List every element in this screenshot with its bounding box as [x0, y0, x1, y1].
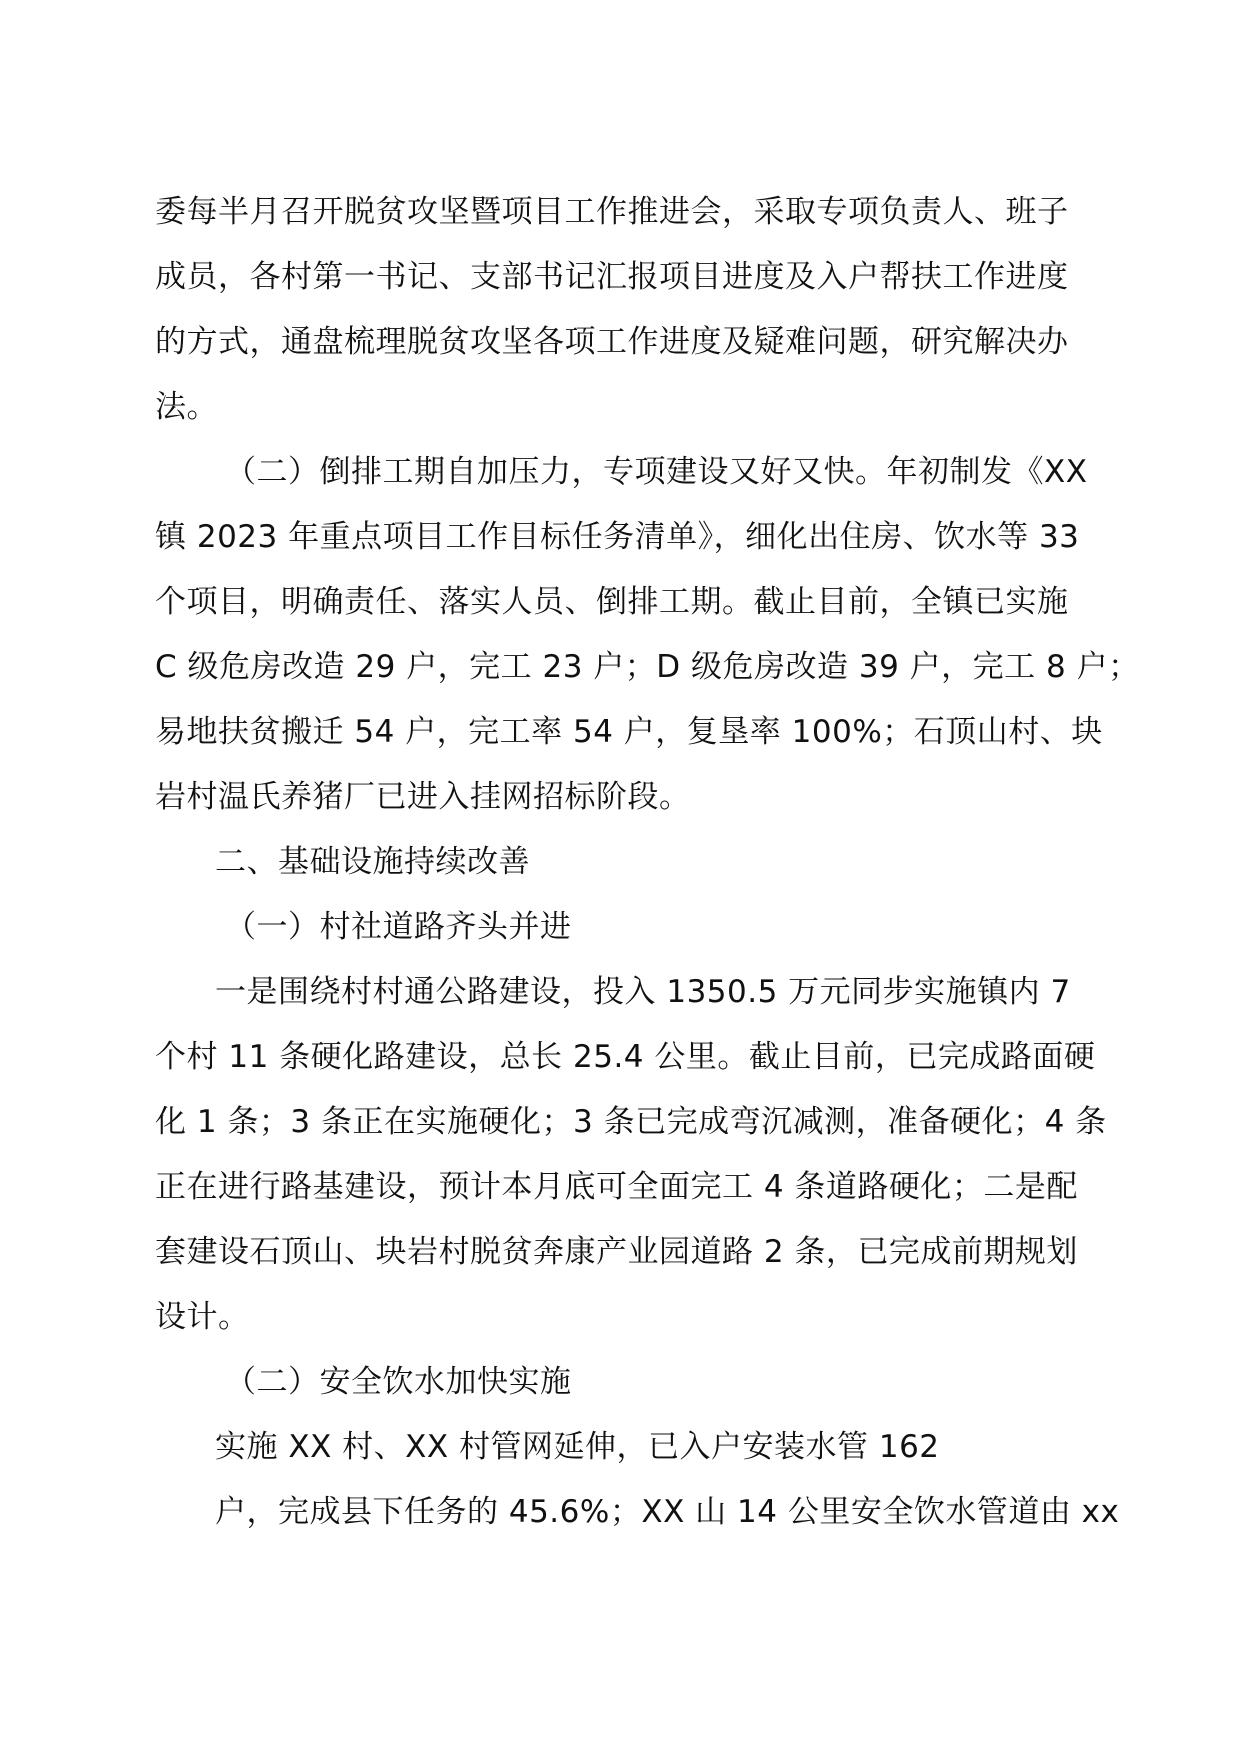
subsection-heading: （二）安全饮水加快实施	[225, 1364, 572, 1400]
paragraph-line: 个村 11 条硬化路建设，总长 25.4 公里。截止目前，已完成路面硬	[155, 1039, 1096, 1075]
paragraph-line: C 级危房改造 29 户，完工 23 户；D 级危房改造 39 户，完工 8 户；	[155, 649, 1140, 685]
section-heading: 二、基础设施持续改善	[215, 844, 530, 880]
paragraph-line: 委每半月召开脱贫攻坚暨项目工作推进会，采取专项负责人、班子	[155, 194, 1069, 230]
paragraph-line: 的方式，通盘梳理脱贫攻坚各项工作进度及疑难问题，研究解决办	[155, 324, 1069, 360]
paragraph-line: 户，完成县下任务的 45.6%；XX 山 14 公里安全饮水管道由 xx	[215, 1494, 1120, 1530]
paragraph-line: （二）倒排工期自加压力，专项建设又好又快。年初制发《XX	[225, 454, 1088, 490]
paragraph-line: 正在进行路基建设，预计本月底可全面完工 4 条道路硬化；二是配	[155, 1169, 1078, 1205]
paragraph-line: 镇 2023 年重点项目工作目标任务清单》，细化出住房、饮水等 33	[155, 519, 1080, 555]
subsection-heading: （一）村社道路齐头并进	[225, 909, 572, 945]
paragraph-line: 法。	[155, 389, 218, 425]
paragraph-line: 个项目，明确责任、落实人员、倒排工期。截止目前，全镇已实施	[155, 584, 1069, 620]
paragraph-line: 套建设石顶山、块岩村脱贫奔康产业园道路 2 条，已完成前期规划	[155, 1234, 1078, 1270]
paragraph-line: 易地扶贫搬迁 54 户，完工率 54 户，复垦率 100%；石顶山村、块	[155, 714, 1103, 750]
paragraph-line: 岩村温氏养猪厂已进入挂网招标阶段。	[155, 779, 691, 815]
paragraph-line: 化 1 条；3 条正在实施硬化；3 条已完成弯沉减测，准备硬化；4 条	[155, 1104, 1107, 1140]
paragraph-line: 实施 XX 村、XX 村管网延伸，已入户安装水管 162	[215, 1429, 940, 1465]
paragraph-line: 成员，各村第一书记、支部书记汇报项目进度及入户帮扶工作进度	[155, 259, 1069, 295]
paragraph-line: 设计。	[155, 1299, 250, 1335]
paragraph-line: 一是围绕村村通公路建设，投入 1350.5 万元同步实施镇内 7	[215, 974, 1071, 1010]
